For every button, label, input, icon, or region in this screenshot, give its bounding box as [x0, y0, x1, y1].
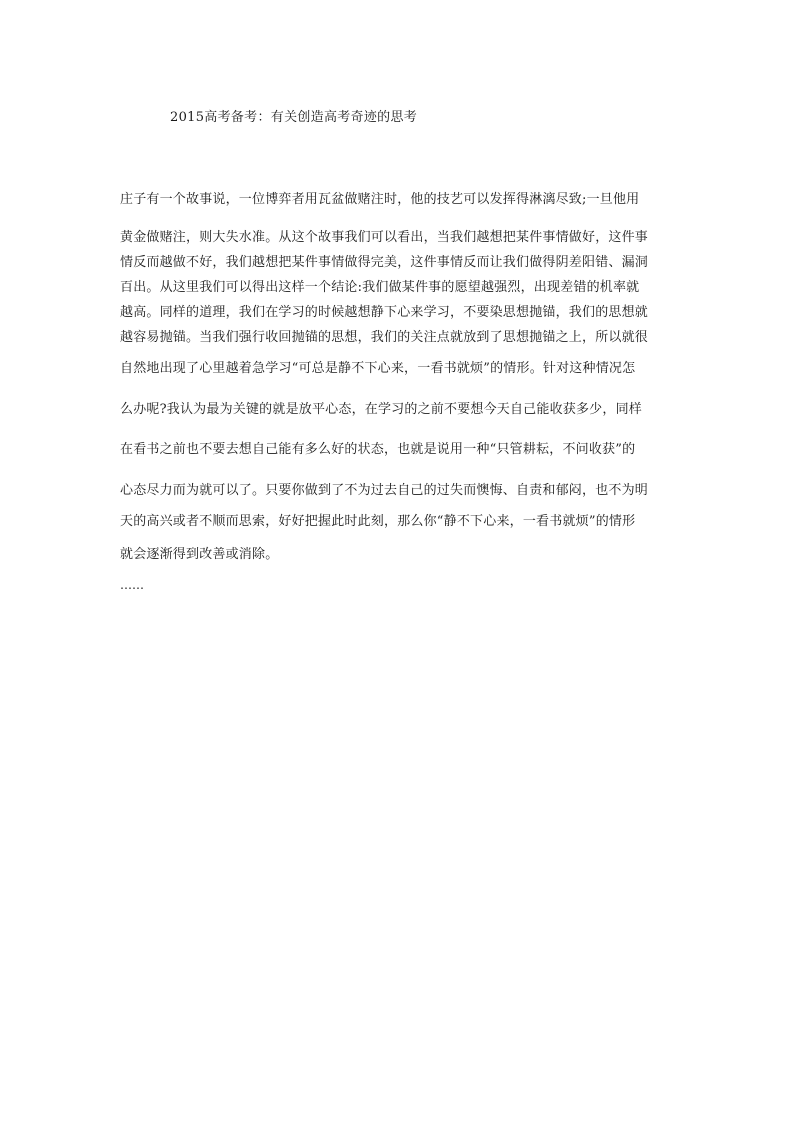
paragraph-line: 黄金做赌注，则大失水准。从这个故事我们可以看出，当我们越想把某件事情做好，这件事	[120, 230, 649, 245]
paragraph-line: 就会逐渐得到改善或消除。	[120, 547, 279, 562]
paragraph-line: 心态尽力而为就可以了。只要你做到了不为过去自己的过失而懊悔、自责和郁闷，也不为明	[120, 483, 649, 498]
ellipsis-marker: ……	[120, 578, 144, 592]
paragraph-line: 越容易抛锚。当我们强行收回抛锚的思想，我们的关注点就放到了思想抛锚之上，所以就很	[120, 330, 649, 345]
paragraph-line: 么办呢?我认为最为关键的就是放平心态，在学习的之前不要想今天自己能收获多少，同样	[120, 402, 642, 417]
paragraph-line: 在看书之前也不要去想自己能有多么好的状态，也就是说用一种“只管耕耘，不问收获”的	[120, 442, 636, 457]
document-title: 2015高考备考：有关创造高考奇迹的思考	[170, 110, 418, 125]
paragraph-line: 庄子有一个故事说，一位博弈者用瓦盆做赌注时，他的技艺可以发挥得淋漓尽致;一旦他用	[120, 192, 640, 207]
paragraph-line: 自然地出现了心里越着急学习“可总是静不下心来，一看书就烦”的情形。针对这种情况怎	[120, 361, 636, 376]
paragraph-line: 天的高兴或者不顺而思索，好好把握此时此刻，那么你“静不下心来，一看书就烦”的情形	[120, 514, 636, 529]
paragraph-line: 情反而越做不好，我们越想把某件事情做得完美，这件事情反而让我们做得阴差阳错、漏洞	[120, 255, 649, 270]
paragraph-line: 百出。从这里我们可以得出这样一个结论:我们做某件事的愿望越强烈，出现差错的机率就	[120, 280, 640, 295]
paragraph-line: 越高。同样的道理，我们在学习的时候越想静下心来学习，不要染思想抛锚，我们的思想就	[120, 305, 649, 320]
